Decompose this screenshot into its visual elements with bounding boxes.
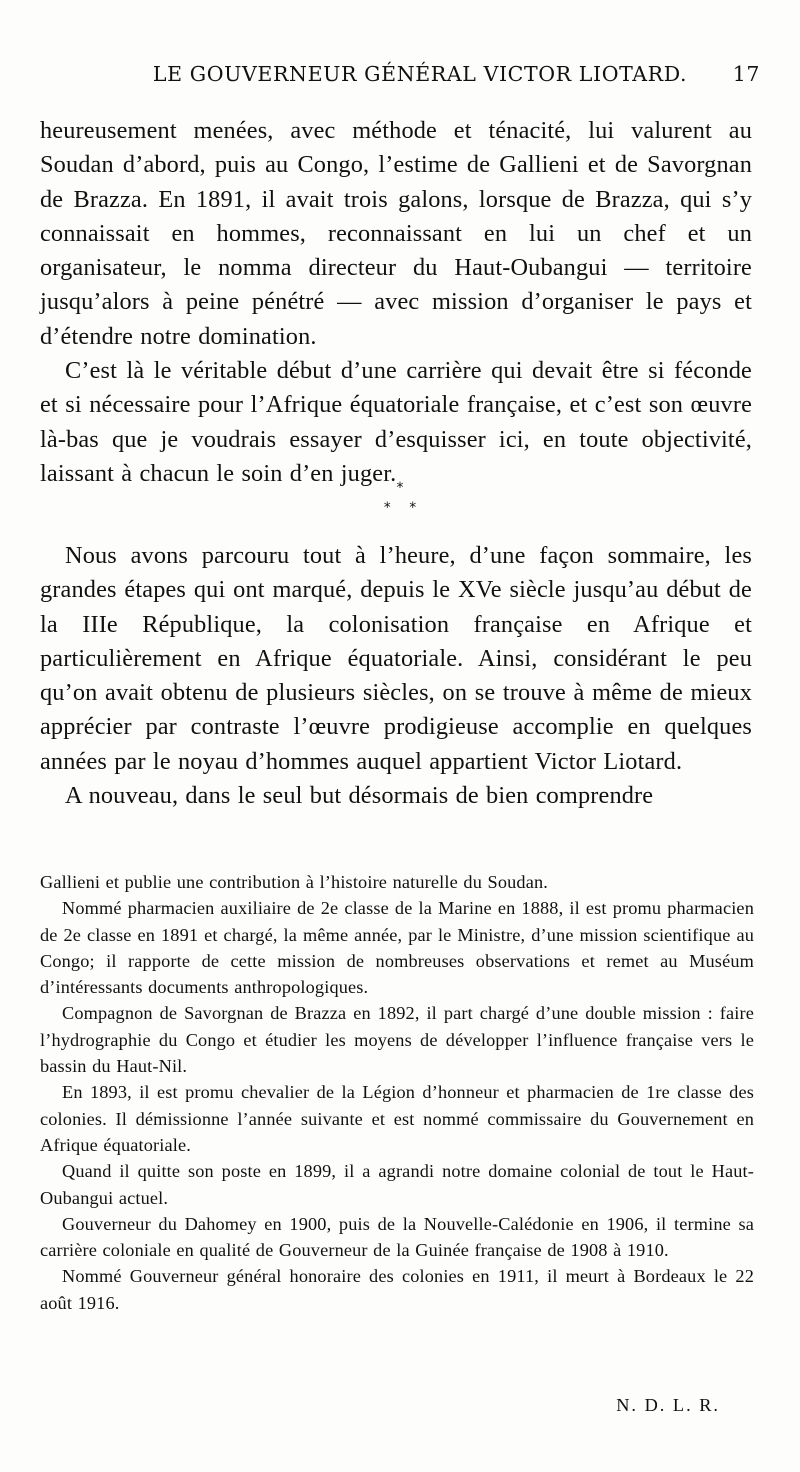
paragraph: A nouveau, dans le seul but désormais de bien comprendre bbox=[65, 782, 654, 810]
footnote-paragraph: Compagnon de Savorgnan de Brazza en 1892, il part chargé d’une double mission : faire l’hydrographie du Congo et étudier les moyens de développer l’influence française vers le bassin du Haut-Nil. bbox=[40, 1003, 754, 1077]
running-title: LE GOUVERNEUR GÉNÉRAL VICTOR LIOTARD. bbox=[152, 62, 688, 86]
footnote-paragraph: Gouverneur du Dahomey en 1900, puis de la Nouvelle-Calédonie en 1906, il termine sa carrière coloniale en qualité de Gouverneur de la Guinée française de 1908 à 1910. bbox=[40, 1213, 754, 1261]
footnotes bbox=[40, 869, 754, 1316]
asterism-separator bbox=[0, 478, 800, 528]
footnote-paragraph: Nommé Gouverneur général honoraire des colonies en 1911, il meurt à Bordeaux le 22 août 1916. bbox=[40, 1266, 754, 1313]
paragraph: Nous avons parcouru tout à l’heure, d’une façon sommaire, les grandes étapes qui ont marqué, depuis le XVe siècle jusqu’au début de la IIIe République, la colonisation française en Afrique et particulièrement en Afrique équatoriale. Ainsi, considérant le peu qu’on avait obtenu de plusieurs siècles, on se trouve à même de mieux apprécier par contraste l’œuvre prodigieuse accomplie en quelques années par le noyau d’hommes auquel appartient Victor Liotard. bbox=[40, 542, 752, 775]
footnote-paragraph: Nommé pharmacien auxiliaire de 2e classe de la Marine en 1888, il est promu pharmacien de 2e classe en 1891 et chargé, la même année, par le Ministre, d’une mission scientifique au Congo; il rapporte de cette mission de nombreuses observations et remet au Muséum d’intéressants documents anthropologiques. bbox=[40, 898, 754, 998]
body-section-1 bbox=[40, 114, 752, 491]
editor-signature: N. D. L. R. bbox=[616, 1395, 720, 1415]
paragraph: heureusement menées, avec méthode et ténacité, lui valurent au Soudan d’abord, puis au Congo, l’estime de Gallieni et de Savorgnan de Brazza. En 1891, il avait trois galons, lorsque de Brazza, qui s’y connaissait en hommes, reconnaissant en lui un chef et un organisateur, le nomma directeur du Haut-Oubangui — territoire jusqu’alors à peine pénétré — avec mission d’organiser le pays et d’étendre notre domination. bbox=[40, 117, 752, 350]
page-number: 17 bbox=[732, 62, 760, 86]
running-header bbox=[40, 62, 760, 94]
body-section-2 bbox=[40, 539, 752, 813]
asterism-top-star: * bbox=[396, 480, 404, 496]
footnote-paragraph: Quand il quitte son poste en 1899, il a agrandi notre domaine colonial de tout le Haut-Oubangui actuel. bbox=[40, 1161, 754, 1208]
asterism-bottom-stars: * * bbox=[383, 500, 417, 516]
footnote-paragraph: Gallieni et publie une contribution à l’histoire naturelle du Soudan. bbox=[40, 872, 548, 892]
footnote-paragraph: En 1893, il est promu chevalier de la Légion d’honneur et pharmacien de 1re classe des colonies. Il démissionne l’année suivante et est nommé commissaire du Gouvernement en Afrique équatoriale. bbox=[40, 1082, 754, 1155]
paragraph: C’est là le véritable début d’une carrière qui devait être si féconde et si nécessaire pour l’Afrique équatoriale française, et c’est son œuvre là-bas que je voudrais essayer d’esquisser ici, en toute objectivité, laissant à chacun le soin d’en juger. bbox=[40, 357, 752, 487]
